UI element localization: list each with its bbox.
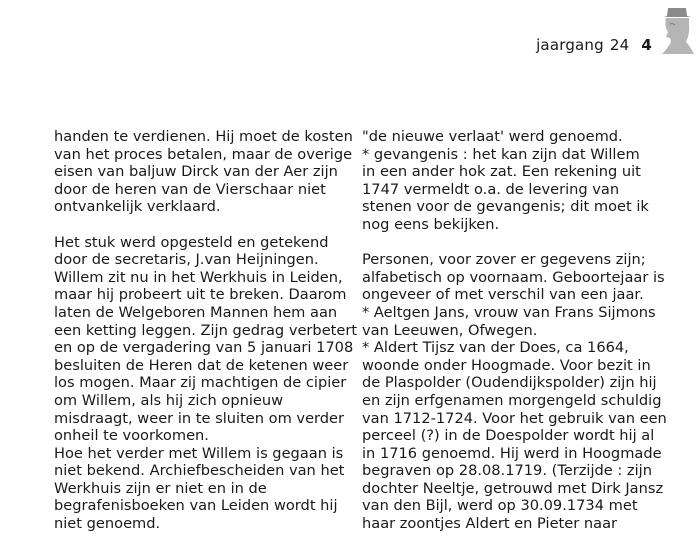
text-line: los mogen. Maar zij machtigen de cipier: [54, 374, 347, 392]
text-line: alfabetisch op voornaam. Geboortejaar is: [362, 268, 665, 286]
text-line: Hoe het verder met Willem is gegaan is: [54, 444, 344, 462]
right-column: [362, 128, 692, 533]
text-line: dochter Neeltje, getrouwd met Dirk Jansz: [362, 479, 664, 497]
text-line: begrafenisboeken van Leiden wordt hij: [54, 497, 338, 515]
text-line: begraven op 28.08.1719. (Terzijde : zijn: [362, 462, 652, 480]
text-line: ontvankelijk verklaard.: [54, 198, 221, 216]
text-line: door de heren van de Vierschaar niet: [54, 180, 326, 198]
paragraph-gap: [54, 216, 344, 234]
text-line: van Leeuwen, Ofwegen.: [362, 321, 538, 339]
text-line: om Willem, als hij zich opnieuw: [54, 391, 284, 409]
text-line: besluiten de Heren dat de ketenen weer: [54, 356, 349, 374]
text-line: * Aldert Tijsz van der Does, ca 1664,: [362, 339, 629, 357]
text-line: nog eens bekijken.: [362, 215, 500, 233]
text-line: van 1712-1724. Voor het gebruik van een: [362, 409, 667, 427]
running-header: [536, 36, 652, 54]
text-line: misdraagt, weer in te sluiten om verder: [54, 409, 345, 427]
text-line: in een ander hok zat. Een rekening uit: [362, 163, 641, 181]
header-volume: 24: [609, 36, 630, 54]
text-line: niet genoemd.: [54, 515, 161, 533]
text-line: onheil te voorkomen.: [54, 427, 209, 445]
text-line: Werkhuis zijn er niet en in de: [54, 479, 267, 497]
left-column: [54, 128, 358, 533]
text-line: Willem zit nu in het Werkhuis in Leiden,: [54, 268, 343, 286]
text-line: door de secretaris, J.van Heijningen.: [54, 251, 319, 269]
text-line: maar hij probeert uit te breken. Daarom: [54, 286, 347, 304]
silhouette-portrait-icon: [656, 4, 698, 56]
paragraph-gap: [362, 234, 692, 252]
text-line: Personen, voor zover er gegevens zijn;: [362, 251, 646, 269]
text-line: van het proces betalen, maar de overige: [54, 145, 353, 163]
text-line: stenen voor de gevangenis; dit moet ik: [362, 198, 649, 216]
text-line: ongeveer of met verschil van een jaar.: [362, 286, 644, 304]
text-line: * gevangenis : het kan zijn dat Willem: [362, 145, 640, 163]
text-line: de Plaspolder (Oudendijkspolder) zijn hij: [362, 374, 657, 392]
text-line: en zijn erfgenamen morgengeld schuldig: [362, 391, 662, 409]
text-line: "de nieuwe verlaat' werd genoemd.: [362, 128, 623, 145]
header-label: jaargang: [536, 36, 604, 54]
text-line: perceel (?) in de Doespolder wordt hij al: [362, 427, 655, 445]
text-line: woonde onder Hoogmade. Voor bezit in: [362, 356, 651, 374]
text-line: een ketting leggen. Zijn gedrag verbetert: [54, 321, 358, 339]
text-line: in 1716 genoemd. Hij werd in Hoogmade: [362, 444, 662, 462]
text-line: handen te verdienen. Hij moet de kosten: [54, 128, 353, 145]
text-line: en op de vergadering van 5 januari 1708: [54, 339, 354, 357]
text-line: Het stuk werd opgesteld en getekend: [54, 233, 329, 251]
text-line: laten de Welgeboren Mannen hem aan: [54, 303, 338, 321]
text-line: niet bekend. Archiefbescheiden van het: [54, 462, 345, 480]
page-number: 4: [641, 36, 652, 54]
text-line: haar zoontjes Aldert en Pieter naar: [362, 515, 618, 533]
text-line: van den Bijl, werd op 30.09.1734 met: [362, 497, 638, 515]
text-line: * Aeltgen Jans, vrouw van Frans Sijmons: [362, 303, 656, 321]
text-line: eisen van baljuw Dirck van der Aer zijn: [54, 163, 338, 181]
text-line: 1747 vermeldt o.a. de levering van: [362, 180, 620, 198]
